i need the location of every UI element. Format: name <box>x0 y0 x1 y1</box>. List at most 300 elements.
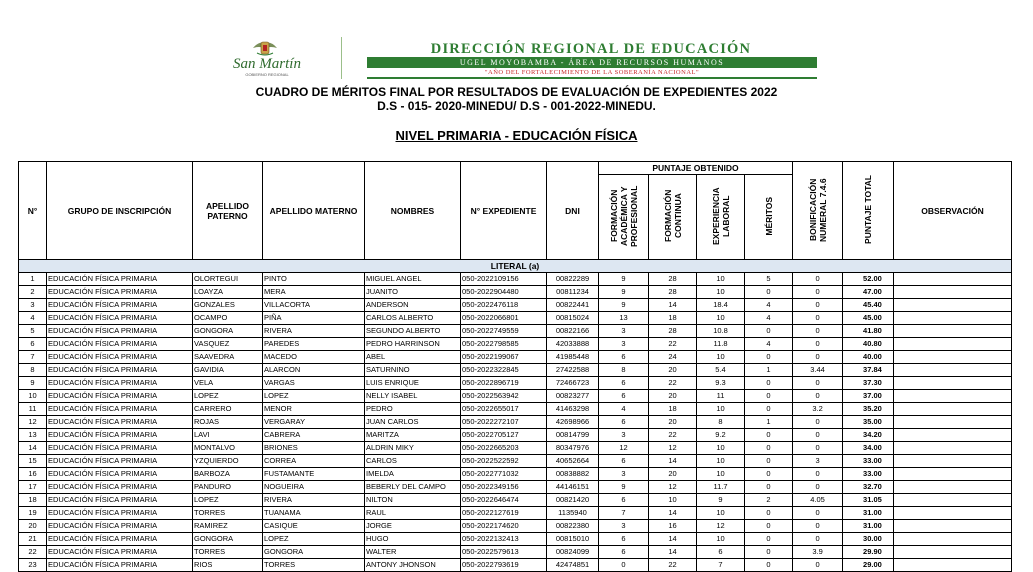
cell-observacion <box>894 299 1012 312</box>
header-divider <box>367 77 817 79</box>
cell-num: 18 <box>19 494 47 507</box>
cell-num: 11 <box>19 403 47 416</box>
cell-experiencia: 7 <box>697 559 745 572</box>
cell-meritos: 1 <box>745 416 793 429</box>
header-nombres: NOMBRES <box>365 162 461 260</box>
cell-observacion <box>894 468 1012 481</box>
cell-formacion: 6 <box>599 546 649 559</box>
cell-bonificacion: 3.44 <box>793 364 843 377</box>
cell-grupo: EDUCACIÓN FÍSICA PRIMARIA <box>47 325 193 338</box>
cell-formacion: 6 <box>599 533 649 546</box>
cell-expediente: 050-2022322845 <box>461 364 547 377</box>
table-row <box>19 286 1012 299</box>
cell-bonificacion: 0 <box>793 533 843 546</box>
cell-nombres: BEBERLY DEL CAMPO <box>365 481 461 494</box>
main-title: CUADRO DE MÉRITOS FINAL POR RESULTADOS DE EVALUACIÓN DE EXPEDIENTES 2022 <box>255 85 778 99</box>
cell-apellido-paterno: TORRES <box>193 546 263 559</box>
cell-bonificacion: 3.2 <box>793 403 843 416</box>
cell-experiencia: 18.4 <box>697 299 745 312</box>
cell-apellido-materno: FUSTAMANTE <box>263 468 365 481</box>
cell-total: 31.00 <box>843 507 894 520</box>
cell-nombres: LUIS ENRIQUE <box>365 377 461 390</box>
cell-total: 47.00 <box>843 286 894 299</box>
cell-bonificacion: 0 <box>793 481 843 494</box>
cell-total: 45.40 <box>843 299 894 312</box>
cell-num: 16 <box>19 468 47 481</box>
cell-bonificacion: 0 <box>793 416 843 429</box>
cell-meritos: 1 <box>745 364 793 377</box>
cell-experiencia: 10 <box>697 273 745 286</box>
cell-observacion <box>894 364 1012 377</box>
cell-formacion: 3 <box>599 338 649 351</box>
cell-total: 52.00 <box>843 273 894 286</box>
cell-continua: 22 <box>649 559 697 572</box>
cell-experiencia: 9.3 <box>697 377 745 390</box>
cell-apellido-materno: NOGUEIRA <box>263 481 365 494</box>
cell-continua: 14 <box>649 299 697 312</box>
cell-dni: 72466723 <box>547 377 599 390</box>
cell-apellido-materno: CASIQUE <box>263 520 365 533</box>
table-row <box>19 403 1012 416</box>
cell-nombres: SEGUNDO ALBERTO <box>365 325 461 338</box>
cell-total: 32.70 <box>843 481 894 494</box>
logo-subtitle: GOBIERNO REGIONAL <box>245 72 289 77</box>
cell-experiencia: 10 <box>697 312 745 325</box>
cell-formacion: 9 <box>599 481 649 494</box>
cell-meritos: 0 <box>745 325 793 338</box>
cell-continua: 20 <box>649 468 697 481</box>
cell-total: 31.05 <box>843 494 894 507</box>
cell-num: 21 <box>19 533 47 546</box>
cell-dni: 44146151 <box>547 481 599 494</box>
cell-apellido-materno: RIVERA <box>263 325 365 338</box>
cell-experiencia: 6 <box>697 546 745 559</box>
cell-bonificacion: 0 <box>793 299 843 312</box>
cell-expediente: 050-2022896719 <box>461 377 547 390</box>
cell-num: 15 <box>19 455 47 468</box>
cell-expediente: 050-2022646474 <box>461 494 547 507</box>
cell-dni: 00822166 <box>547 325 599 338</box>
header-observacion: OBSERVACIÓN <box>894 162 1012 260</box>
cell-formacion: 6 <box>599 390 649 403</box>
cell-num: 9 <box>19 377 47 390</box>
cell-formacion: 13 <box>599 312 649 325</box>
header-num: N° <box>19 162 47 260</box>
cell-meritos: 4 <box>745 338 793 351</box>
cell-total: 40.80 <box>843 338 894 351</box>
cell-nombres: CARLOS <box>365 455 461 468</box>
cell-formacion: 3 <box>599 468 649 481</box>
cell-dni: 00822380 <box>547 520 599 533</box>
cell-apellido-paterno: PANDURO <box>193 481 263 494</box>
cell-grupo: EDUCACIÓN FÍSICA PRIMARIA <box>47 442 193 455</box>
cell-formacion: 0 <box>599 559 649 572</box>
cell-observacion <box>894 507 1012 520</box>
cell-meritos: 0 <box>745 481 793 494</box>
cell-meritos: 0 <box>745 533 793 546</box>
crest-icon <box>245 39 285 57</box>
cell-nombres: NELLY ISABEL <box>365 390 461 403</box>
cell-expediente: 050-2022655017 <box>461 403 547 416</box>
cell-apellido-materno: VILLACORTA <box>263 299 365 312</box>
cell-apellido-paterno: YZQUIERDO <box>193 455 263 468</box>
cell-expediente: 050-2022066801 <box>461 312 547 325</box>
cell-expediente: 050-2022109156 <box>461 273 547 286</box>
cell-total: 34.20 <box>843 429 894 442</box>
cell-dni: 42033888 <box>547 338 599 351</box>
cell-dni: 00815010 <box>547 533 599 546</box>
cell-num: 17 <box>19 481 47 494</box>
cell-grupo: EDUCACIÓN FÍSICA PRIMARIA <box>47 286 193 299</box>
cell-nombres: MIGUEL ANGEL <box>365 273 461 286</box>
cell-nombres: JUANITO <box>365 286 461 299</box>
cell-expediente: 050-2022127619 <box>461 507 547 520</box>
header-bonificacion: BONIFICACIÓN NUMERAL 7.4.6 <box>793 162 843 260</box>
cell-bonificacion: 0 <box>793 312 843 325</box>
cell-num: 12 <box>19 416 47 429</box>
cell-apellido-materno: CABRERA <box>263 429 365 442</box>
cell-bonificacion: 3.9 <box>793 546 843 559</box>
cell-observacion <box>894 273 1012 286</box>
cell-apellido-paterno: LOAYZA <box>193 286 263 299</box>
cell-apellido-paterno: ROJAS <box>193 416 263 429</box>
cell-apellido-paterno: TORRES <box>193 507 263 520</box>
cell-apellido-materno: TUANAMA <box>263 507 365 520</box>
cell-continua: 24 <box>649 351 697 364</box>
cell-continua: 28 <box>649 325 697 338</box>
header-apellido-paterno: APELLIDO PATERNO <box>193 162 263 260</box>
cell-dni: 00823277 <box>547 390 599 403</box>
cell-num: 1 <box>19 273 47 286</box>
cell-continua: 28 <box>649 286 697 299</box>
cell-meritos: 0 <box>745 377 793 390</box>
cell-nombres: JORGE <box>365 520 461 533</box>
cell-total: 31.00 <box>843 520 894 533</box>
cell-continua: 22 <box>649 338 697 351</box>
cell-formacion: 9 <box>599 273 649 286</box>
cell-experiencia: 10 <box>697 533 745 546</box>
cell-meritos: 0 <box>745 429 793 442</box>
section-label: LITERAL (a) <box>19 260 1012 273</box>
cell-dni: 42474851 <box>547 559 599 572</box>
table-row <box>19 390 1012 403</box>
cell-num: 10 <box>19 390 47 403</box>
cell-observacion <box>894 494 1012 507</box>
cell-grupo: EDUCACIÓN FÍSICA PRIMARIA <box>47 455 193 468</box>
document-header <box>193 37 817 79</box>
cell-apellido-materno: RIVERA <box>263 494 365 507</box>
cell-meritos: 0 <box>745 507 793 520</box>
cell-num: 19 <box>19 507 47 520</box>
cell-experiencia: 5.4 <box>697 364 745 377</box>
cell-meritos: 0 <box>745 286 793 299</box>
cell-total: 37.00 <box>843 390 894 403</box>
cell-bonificacion: 0 <box>793 468 843 481</box>
cell-expediente: 050-2022199067 <box>461 351 547 364</box>
cell-apellido-paterno: OLORTEGUI <box>193 273 263 286</box>
cell-apellido-paterno: GONGORA <box>193 533 263 546</box>
cell-nombres: WALTER <box>365 546 461 559</box>
cell-dni: 40652664 <box>547 455 599 468</box>
cell-meritos: 0 <box>745 455 793 468</box>
cell-expediente: 050-2022793619 <box>461 559 547 572</box>
cell-total: 35.00 <box>843 416 894 429</box>
cell-apellido-materno: TORRES <box>263 559 365 572</box>
decree-subtitle: D.S - 015- 2020-MINEDU/ D.S - 001-2022-MINEDU. <box>377 99 656 113</box>
cell-expediente: 050-2022522592 <box>461 455 547 468</box>
cell-num: 3 <box>19 299 47 312</box>
cell-expediente: 050-2022563942 <box>461 390 547 403</box>
table-row <box>19 273 1012 286</box>
cell-continua: 20 <box>649 364 697 377</box>
cell-grupo: EDUCACIÓN FÍSICA PRIMARIA <box>47 299 193 312</box>
cell-meritos: 0 <box>745 390 793 403</box>
cell-nombres: PEDRO <box>365 403 461 416</box>
cell-apellido-materno: ALARCON <box>263 364 365 377</box>
cell-bonificacion: 0 <box>793 338 843 351</box>
cell-apellido-paterno: GONGORA <box>193 325 263 338</box>
cell-experiencia: 10 <box>697 286 745 299</box>
cell-bonificacion: 0 <box>793 507 843 520</box>
cell-nombres: IMELDA <box>365 468 461 481</box>
cell-expediente: 050-2022771032 <box>461 468 547 481</box>
header-expediente: N° EXPEDIENTE <box>461 162 547 260</box>
cell-meritos: 0 <box>745 403 793 416</box>
cell-total: 40.00 <box>843 351 894 364</box>
cell-apellido-paterno: VASQUEZ <box>193 338 263 351</box>
cell-bonificacion: 0 <box>793 442 843 455</box>
cell-bonificacion: 0 <box>793 377 843 390</box>
cell-apellido-paterno: LAVI <box>193 429 263 442</box>
cell-continua: 22 <box>649 377 697 390</box>
cell-num: 8 <box>19 364 47 377</box>
cell-continua: 28 <box>649 273 697 286</box>
cell-formacion: 3 <box>599 429 649 442</box>
cell-meritos: 0 <box>745 546 793 559</box>
cell-grupo: EDUCACIÓN FÍSICA PRIMARIA <box>47 520 193 533</box>
cell-dni: 27422588 <box>547 364 599 377</box>
cell-experiencia: 10.8 <box>697 325 745 338</box>
cell-apellido-paterno: BARBOZA <box>193 468 263 481</box>
cell-total: 41.80 <box>843 325 894 338</box>
cell-observacion <box>894 390 1012 403</box>
cell-observacion <box>894 533 1012 546</box>
cell-expediente: 050-2022476118 <box>461 299 547 312</box>
cell-expediente: 050-2022174620 <box>461 520 547 533</box>
cell-experiencia: 9.2 <box>697 429 745 442</box>
table-row <box>19 364 1012 377</box>
cell-observacion <box>894 403 1012 416</box>
cell-grupo: EDUCACIÓN FÍSICA PRIMARIA <box>47 416 193 429</box>
ugel-band: UGEL MOYOBAMBA - ÁREA DE RECURSOS HUMANOS <box>367 57 817 68</box>
table-row <box>19 455 1012 468</box>
cell-formacion: 3 <box>599 325 649 338</box>
cell-experiencia: 11.7 <box>697 481 745 494</box>
cell-formacion: 12 <box>599 442 649 455</box>
cell-nombres: RAUL <box>365 507 461 520</box>
cell-num: 4 <box>19 312 47 325</box>
cell-bonificacion: 4.05 <box>793 494 843 507</box>
cell-expediente: 050-2022349156 <box>461 481 547 494</box>
cell-continua: 18 <box>649 312 697 325</box>
cell-meritos: 2 <box>745 494 793 507</box>
header-puntaje-total: PUNTAJE TOTAL <box>843 162 894 260</box>
cell-dni: 00824099 <box>547 546 599 559</box>
table-row <box>19 338 1012 351</box>
cell-observacion <box>894 377 1012 390</box>
cell-apellido-materno: GONGORA <box>263 546 365 559</box>
merit-table <box>18 161 1012 572</box>
cell-dni: 42698966 <box>547 416 599 429</box>
cell-grupo: EDUCACIÓN FÍSICA PRIMARIA <box>47 338 193 351</box>
cell-continua: 14 <box>649 533 697 546</box>
cell-apellido-paterno: CARRERO <box>193 403 263 416</box>
cell-nombres: ANDERSON <box>365 299 461 312</box>
cell-bonificacion: 0 <box>793 351 843 364</box>
cell-bonificacion: 0 <box>793 429 843 442</box>
cell-apellido-materno: MACEDO <box>263 351 365 364</box>
cell-apellido-paterno: LOPEZ <box>193 494 263 507</box>
cell-num: 2 <box>19 286 47 299</box>
table-row <box>19 325 1012 338</box>
cell-nombres: NILTON <box>365 494 461 507</box>
cell-apellido-paterno: GAVIDIA <box>193 364 263 377</box>
cell-total: 37.30 <box>843 377 894 390</box>
cell-apellido-materno: LOPEZ <box>263 533 365 546</box>
cell-nombres: MARITZA <box>365 429 461 442</box>
cell-apellido-paterno: LOPEZ <box>193 390 263 403</box>
cell-apellido-materno: PAREDES <box>263 338 365 351</box>
cell-apellido-materno: PIÑA <box>263 312 365 325</box>
cell-dni: 00811234 <box>547 286 599 299</box>
cell-continua: 20 <box>649 416 697 429</box>
cell-apellido-paterno: GONZALES <box>193 299 263 312</box>
cell-num: 13 <box>19 429 47 442</box>
cell-experiencia: 12 <box>697 520 745 533</box>
table-row <box>19 312 1012 325</box>
cell-apellido-paterno: SAAVEDRA <box>193 351 263 364</box>
cell-apellido-materno: BRIONES <box>263 442 365 455</box>
cell-meritos: 0 <box>745 559 793 572</box>
cell-expediente: 050-2022272107 <box>461 416 547 429</box>
institution-title: DIRECCIÓN REGIONAL DE EDUCACIÓN <box>430 41 752 57</box>
cell-expediente: 050-2022904480 <box>461 286 547 299</box>
cell-continua: 12 <box>649 481 697 494</box>
cell-observacion <box>894 338 1012 351</box>
cell-expediente: 050-2022798585 <box>461 338 547 351</box>
table-row <box>19 429 1012 442</box>
table-row <box>19 494 1012 507</box>
cell-nombres: PEDRO HARRINSON <box>365 338 461 351</box>
cell-num: 5 <box>19 325 47 338</box>
table-row <box>19 533 1012 546</box>
cell-grupo: EDUCACIÓN FÍSICA PRIMARIA <box>47 546 193 559</box>
logo-name: San Martín <box>233 56 301 72</box>
header-grupo: GRUPO DE INSCRIPCIÓN <box>47 162 193 260</box>
table-row <box>19 507 1012 520</box>
cell-expediente: 050-2022705127 <box>461 429 547 442</box>
cell-num: 6 <box>19 338 47 351</box>
cell-apellido-paterno: RAMIREZ <box>193 520 263 533</box>
cell-dni: 00838882 <box>547 468 599 481</box>
cell-expediente: 050-2022579613 <box>461 546 547 559</box>
cell-dni: 41463298 <box>547 403 599 416</box>
cell-num: 22 <box>19 546 47 559</box>
cell-bonificacion: 0 <box>793 273 843 286</box>
cell-experiencia: 8 <box>697 416 745 429</box>
cell-total: 30.00 <box>843 533 894 546</box>
cell-dni: 80347976 <box>547 442 599 455</box>
cell-grupo: EDUCACIÓN FÍSICA PRIMARIA <box>47 377 193 390</box>
cell-observacion <box>894 559 1012 572</box>
cell-dni: 00822289 <box>547 273 599 286</box>
cell-total: 33.00 <box>843 455 894 468</box>
cell-total: 34.00 <box>843 442 894 455</box>
header-apellido-materno: APELLIDO MATERNO <box>263 162 365 260</box>
cell-apellido-materno: CORREA <box>263 455 365 468</box>
cell-meritos: 0 <box>745 351 793 364</box>
table-row <box>19 481 1012 494</box>
table-row <box>19 520 1012 533</box>
cell-bonificacion: 0 <box>793 325 843 338</box>
cell-nombres: ABEL <box>365 351 461 364</box>
cell-continua: 20 <box>649 390 697 403</box>
cell-grupo: EDUCACIÓN FÍSICA PRIMARIA <box>47 494 193 507</box>
cell-expediente: 050-2022749559 <box>461 325 547 338</box>
cell-meritos: 0 <box>745 442 793 455</box>
cell-formacion: 6 <box>599 494 649 507</box>
cell-nombres: ANTONY JHONSON <box>365 559 461 572</box>
table-row <box>19 559 1012 572</box>
cell-nombres: ALDRIN MIKY <box>365 442 461 455</box>
table-row <box>19 377 1012 390</box>
cell-formacion: 9 <box>599 299 649 312</box>
cell-experiencia: 10 <box>697 351 745 364</box>
cell-formacion: 3 <box>599 520 649 533</box>
san-martin-logo <box>193 37 342 79</box>
cell-experiencia: 10 <box>697 455 745 468</box>
cell-experiencia: 10 <box>697 507 745 520</box>
cell-dni: 00821420 <box>547 494 599 507</box>
cell-apellido-paterno: RIOS <box>193 559 263 572</box>
cell-total: 29.00 <box>843 559 894 572</box>
cell-expediente: 050-2022132413 <box>461 533 547 546</box>
cell-experiencia: 10 <box>697 442 745 455</box>
cell-observacion <box>894 325 1012 338</box>
cell-bonificacion: 0 <box>793 390 843 403</box>
cell-formacion: 9 <box>599 286 649 299</box>
cell-experiencia: 11.8 <box>697 338 745 351</box>
header-formacion: FORMACIÓN ACADÉMICA Y PROFESIONAL <box>599 175 649 260</box>
cell-continua: 14 <box>649 455 697 468</box>
cell-expediente: 050-2022665203 <box>461 442 547 455</box>
cell-grupo: EDUCACIÓN FÍSICA PRIMARIA <box>47 481 193 494</box>
cell-nombres: SATURNINO <box>365 364 461 377</box>
cell-grupo: EDUCACIÓN FÍSICA PRIMARIA <box>47 351 193 364</box>
table-row <box>19 442 1012 455</box>
cell-num: 7 <box>19 351 47 364</box>
cell-continua: 14 <box>649 546 697 559</box>
header-formacion-continua: FORMACIÓN CONTINUA <box>649 175 697 260</box>
cell-bonificacion: 3 <box>793 455 843 468</box>
header-puntaje-obtenido: PUNTAJE OBTENIDO <box>599 162 793 175</box>
cell-total: 45.00 <box>843 312 894 325</box>
cell-apellido-paterno: OCAMPO <box>193 312 263 325</box>
cell-observacion <box>894 416 1012 429</box>
cell-observacion <box>894 312 1012 325</box>
header-meritos: MÉRITOS <box>745 175 793 260</box>
cell-continua: 16 <box>649 520 697 533</box>
